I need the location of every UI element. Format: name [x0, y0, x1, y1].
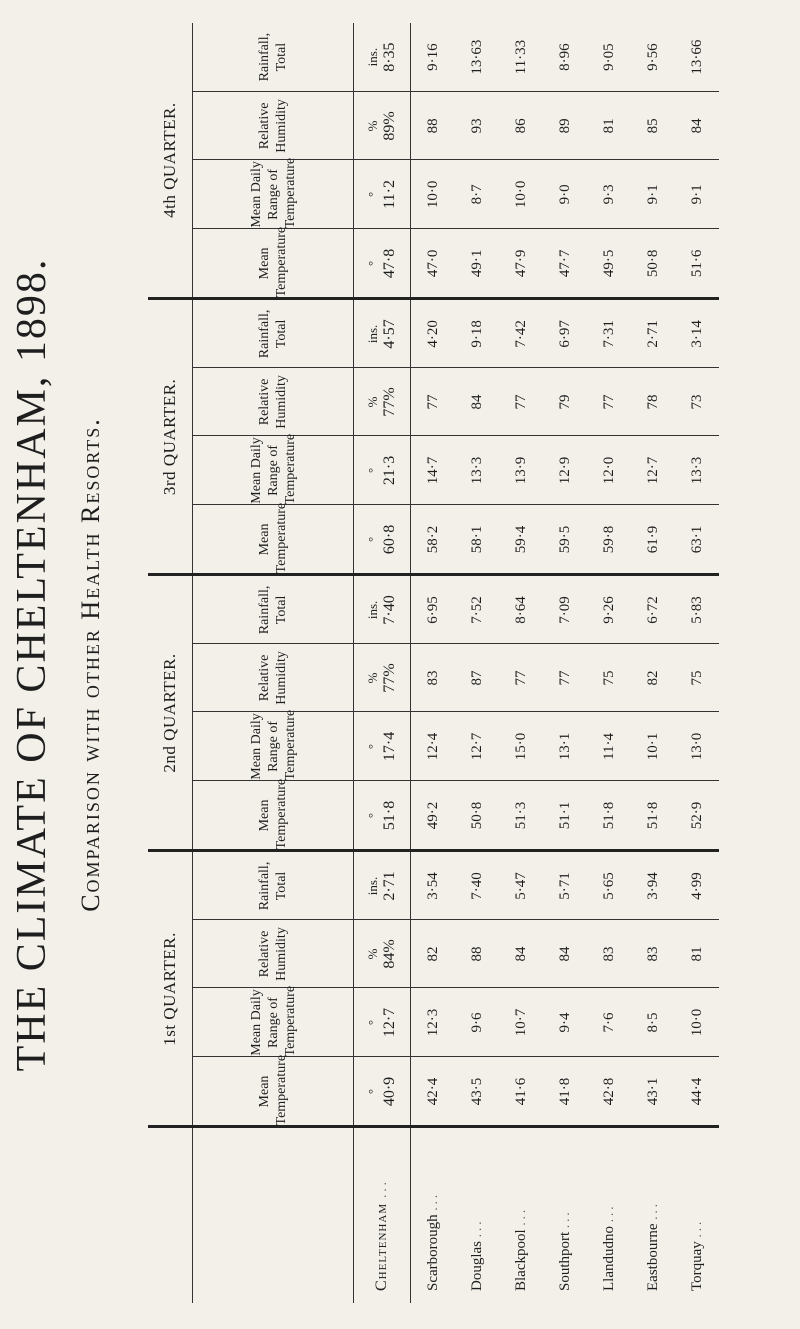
place-label: Llandudno: [600, 1226, 617, 1291]
cheltenham-row: [354, 23, 411, 1303]
place-name: [455, 1127, 499, 1303]
table-cell: 43·5: [455, 1057, 499, 1127]
place-name: [354, 1127, 411, 1303]
place-label: Douglas: [468, 1241, 485, 1291]
table-cell: 82: [631, 644, 675, 712]
table-cell: 10·7: [499, 988, 543, 1057]
table-cell: 11·33: [499, 23, 543, 92]
table-cell: 50·8: [631, 229, 675, 299]
place-header-blank: [193, 1127, 354, 1303]
table-cell: 2·71: [631, 299, 675, 368]
table-cell: 6·95: [411, 575, 456, 644]
table-cell: 75: [675, 644, 719, 712]
table-cell: 88: [411, 92, 456, 160]
quarter-heading: 4th QUARTER.: [148, 23, 193, 299]
table-cell: 10·0: [675, 988, 719, 1057]
table-cell: 12·0: [587, 436, 631, 505]
unit-label: °: [365, 536, 380, 543]
leader-dots: ...: [468, 1218, 484, 1238]
table-cell: 8·7: [455, 160, 499, 229]
column-heading: Relative Humidity: [193, 644, 354, 712]
table-cell: 84: [499, 920, 543, 988]
table-cell: 93: [455, 92, 499, 160]
quarter-heading: 3rd QUARTER.: [148, 299, 193, 575]
table-cell: 81: [675, 920, 719, 988]
table-cell: 41·8: [543, 1057, 587, 1127]
table-cell: 9·18: [455, 299, 499, 368]
column-heading: Mean Daily Range of Temperature: [193, 988, 354, 1057]
table-cell: 7·6: [587, 988, 631, 1057]
place-label: Scarborough: [424, 1214, 441, 1291]
place-row: [675, 23, 719, 1303]
table-cell: 51·8: [587, 781, 631, 851]
cheltenham-value-cell: [354, 644, 411, 712]
column-heading: Rainfall, Total: [193, 299, 354, 368]
column-heading: Mean Temperature: [193, 229, 354, 299]
column-heading: Mean Daily Range of Temperature: [193, 712, 354, 781]
table-cell: 89: [543, 92, 587, 160]
unit-label: °: [365, 1088, 380, 1095]
table-cell: 82: [411, 920, 456, 988]
table-cell: 5·71: [543, 851, 587, 920]
column-header-row: [193, 23, 354, 1303]
table-cell: 13·9: [499, 436, 543, 505]
table-cell: 9·1: [675, 160, 719, 229]
quarter-heading: 2nd QUARTER.: [148, 575, 193, 851]
place-label: Torquay: [688, 1241, 705, 1291]
cheltenham-value-cell: [354, 712, 411, 781]
unit-label: ins.: [365, 876, 380, 896]
table-cell: 61·9: [631, 505, 675, 575]
cheltenham-value-cell: [354, 229, 411, 299]
table-cell: 15·0: [499, 712, 543, 781]
table-cell: 6·72: [631, 575, 675, 644]
table-cell: 77: [543, 644, 587, 712]
column-heading: Relative Humidity: [193, 92, 354, 160]
table-cell: 3·14: [675, 299, 719, 368]
table-cell: 8·96: [543, 23, 587, 92]
table-cell: 13·0: [675, 712, 719, 781]
column-heading: Relative Humidity: [193, 368, 354, 436]
cheltenham-value: 60·8: [381, 524, 398, 555]
table-cell: 13·3: [675, 436, 719, 505]
column-heading: Rainfall, Total: [193, 575, 354, 644]
place-name: [499, 1127, 543, 1303]
table-cell: 7·31: [587, 299, 631, 368]
column-heading: Mean Temperature: [193, 1057, 354, 1127]
table-cell: 13·63: [455, 23, 499, 92]
table-cell: 75: [587, 644, 631, 712]
table-cell: 7·09: [543, 575, 587, 644]
cheltenham-value: 12·7: [381, 1007, 398, 1038]
cheltenham-value-cell: [354, 92, 411, 160]
cheltenham-value-cell: [354, 505, 411, 575]
table-cell: 41·6: [499, 1057, 543, 1127]
place-label: Eastbourne: [644, 1223, 661, 1291]
table-cell: 42·8: [587, 1057, 631, 1127]
cheltenham-value-cell: [354, 23, 411, 92]
table-cell: 9·26: [587, 575, 631, 644]
column-heading: Rainfall, Total: [193, 851, 354, 920]
table-cell: 83: [411, 644, 456, 712]
place-name: [587, 1127, 631, 1303]
quarter-header-row: [148, 23, 193, 1303]
cheltenham-value-cell: [354, 436, 411, 505]
table-cell: 12·3: [411, 988, 456, 1057]
table-cell: 5·47: [499, 851, 543, 920]
cheltenham-value-cell: [354, 920, 411, 988]
table-cell: 83: [631, 920, 675, 988]
place-name: [631, 1127, 675, 1303]
table-cell: 52·9: [675, 781, 719, 851]
table-cell: 4·20: [411, 299, 456, 368]
leader-dots: ...: [512, 1206, 528, 1226]
cheltenham-value-cell: [354, 299, 411, 368]
table-cell: 47·7: [543, 229, 587, 299]
table-cell: 77: [499, 368, 543, 436]
unit-label: °: [365, 260, 380, 266]
table-cell: 9·4: [543, 988, 587, 1057]
table-cell: 14·7: [411, 436, 456, 505]
table-cell: 11·4: [587, 712, 631, 781]
cheltenham-value: 21·3: [381, 455, 398, 486]
cheltenham-value: 11·2: [381, 180, 398, 209]
table-cell: 9·1: [631, 160, 675, 229]
place-name: [411, 1127, 456, 1303]
unit-label: ins.: [365, 324, 380, 344]
table-cell: 12·7: [631, 436, 675, 505]
cheltenham-value-cell: [354, 988, 411, 1057]
unit-label: %: [365, 948, 380, 960]
table-cell: 49·1: [455, 229, 499, 299]
table-cell: 12·9: [543, 436, 587, 505]
table-cell: 12·4: [411, 712, 456, 781]
place-row: [499, 23, 543, 1303]
table-cell: 8·64: [499, 575, 543, 644]
table-cell: 8·5: [631, 988, 675, 1057]
table-cell: 47·9: [499, 229, 543, 299]
table-cell: 49·2: [411, 781, 456, 851]
leader-dots: ...: [424, 1191, 440, 1211]
cheltenham-value: 40·9: [381, 1076, 398, 1107]
table-cell: 77: [587, 368, 631, 436]
cheltenham-value: 77%: [381, 387, 398, 417]
climate-table: [148, 23, 719, 1303]
place-header-blank: [148, 1127, 193, 1303]
table-cell: 10·0: [411, 160, 456, 229]
unit-label: °: [365, 191, 380, 197]
column-heading: Mean Daily Range of Temperature: [193, 160, 354, 229]
table-cell: 9·16: [411, 23, 456, 92]
table-cell: 5·65: [587, 851, 631, 920]
unit-label: °: [365, 743, 380, 750]
table-cell: 9·6: [455, 988, 499, 1057]
leader-dots: ...: [556, 1209, 572, 1229]
table-cell: 59·5: [543, 505, 587, 575]
table-cell: 4·99: [675, 851, 719, 920]
table-cell: 10·0: [499, 160, 543, 229]
column-heading: Mean Temperature: [193, 781, 354, 851]
unit-label: ins.: [365, 600, 380, 620]
table-cell: 83: [587, 920, 631, 988]
table-cell: 13·66: [675, 23, 719, 92]
column-heading: Mean Temperature: [193, 505, 354, 575]
unit-label: %: [365, 396, 380, 408]
table-cell: 84: [455, 368, 499, 436]
cheltenham-value: 89%: [381, 111, 398, 141]
leader-dots: ...: [644, 1201, 660, 1220]
table-cell: 49·5: [587, 229, 631, 299]
cheltenham-value: 77%: [381, 663, 398, 693]
table-cell: 43·1: [631, 1057, 675, 1127]
table-cell: 84: [543, 920, 587, 988]
unit-label: °: [365, 467, 380, 474]
cheltenham-value: 4·57: [381, 319, 398, 349]
table-cell: 77: [411, 368, 456, 436]
cheltenham-value: 84%: [381, 939, 398, 969]
table-cell: 10·1: [631, 712, 675, 781]
cheltenham-value: 2·71: [381, 871, 398, 901]
unit-label: °: [365, 1019, 380, 1026]
place-row: [411, 23, 456, 1303]
cheltenham-value-cell: [354, 575, 411, 644]
table-cell: 63·1: [675, 505, 719, 575]
place-name: [543, 1127, 587, 1303]
place-row: [543, 23, 587, 1303]
table-cell: 87: [455, 644, 499, 712]
cheltenham-value: 47·8: [381, 248, 398, 279]
table-cell: 79: [543, 368, 587, 436]
table-cell: 9·05: [587, 23, 631, 92]
page-subtitle: Comparison with other Health Resorts.: [76, 417, 105, 912]
page-title: THE CLIMATE OF CHELTENHAM, 1898.: [9, 257, 55, 1072]
table-cell: 85: [631, 92, 675, 160]
table-cell: 77: [499, 644, 543, 712]
table-cell: 81: [587, 92, 631, 160]
cheltenham-value: 7·40: [381, 595, 398, 625]
table-cell: 47·0: [411, 229, 456, 299]
place-label: Southport: [556, 1231, 573, 1291]
cheltenham-value: 17·4: [381, 731, 398, 762]
table-cell: 73: [675, 368, 719, 436]
table-cell: 42·4: [411, 1057, 456, 1127]
table-cell: 5·83: [675, 575, 719, 644]
table-cell: 13·1: [543, 712, 587, 781]
column-heading: Relative Humidity: [193, 920, 354, 988]
place-label: Blackpool: [512, 1229, 529, 1291]
table-cell: 9·0: [543, 160, 587, 229]
table-cell: 12·7: [455, 712, 499, 781]
table-cell: 58·2: [411, 505, 456, 575]
cheltenham-value-cell: [354, 1057, 411, 1127]
cheltenham-value: 8·35: [381, 42, 398, 72]
table-cell: 7·42: [499, 299, 543, 368]
place-row: [631, 23, 675, 1303]
table-cell: 59·4: [499, 505, 543, 575]
table-cell: 9·3: [587, 160, 631, 229]
leader-dots: ...: [600, 1203, 616, 1223]
table-cell: 44·4: [675, 1057, 719, 1127]
table-cell: 7·40: [455, 851, 499, 920]
place-label: Cheltenham: [373, 1202, 390, 1291]
place-row: [587, 23, 631, 1303]
table-cell: 78: [631, 368, 675, 436]
cheltenham-value-cell: [354, 781, 411, 851]
table-cell: 51·6: [675, 229, 719, 299]
unit-label: %: [365, 120, 380, 132]
cheltenham-value-cell: [354, 160, 411, 229]
unit-label: %: [365, 672, 380, 684]
quarter-heading: 1st QUARTER.: [148, 851, 193, 1127]
table-cell: 51·1: [543, 781, 587, 851]
column-heading: Mean Daily Range of Temperature: [193, 436, 354, 505]
table-cell: 86: [499, 92, 543, 160]
table-cell: 88: [455, 920, 499, 988]
table-cell: 9·56: [631, 23, 675, 92]
cheltenham-value-cell: [354, 368, 411, 436]
place-name: [675, 1127, 719, 1303]
table-cell: 13·3: [455, 436, 499, 505]
leader-dots: ...: [688, 1218, 704, 1238]
table-cell: 51·3: [499, 781, 543, 851]
place-row: [455, 23, 499, 1303]
leader-dots: ...: [374, 1179, 389, 1198]
table-cell: 59·8: [587, 505, 631, 575]
table-cell: 50·8: [455, 781, 499, 851]
table-cell: 7·52: [455, 575, 499, 644]
table-cell: 6·97: [543, 299, 587, 368]
unit-label: ins.: [365, 47, 380, 67]
cheltenham-value: 51·8: [381, 800, 398, 831]
table-cell: 3·94: [631, 851, 675, 920]
unit-label: °: [365, 812, 380, 819]
table-cell: 58·1: [455, 505, 499, 575]
table-cell: 51·8: [631, 781, 675, 851]
table-cell: 84: [675, 92, 719, 160]
column-heading: Rainfall, Total: [193, 23, 354, 92]
table-cell: 3·54: [411, 851, 456, 920]
cheltenham-value-cell: [354, 851, 411, 920]
